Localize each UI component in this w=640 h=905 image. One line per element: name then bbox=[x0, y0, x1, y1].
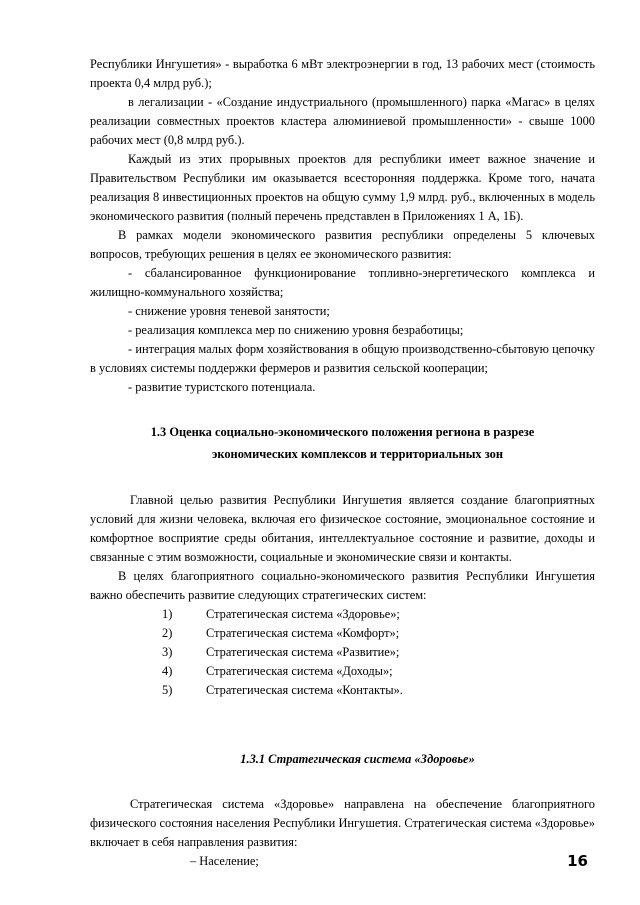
key-issue-item: - реализация комплекса мер по снижению уровня безработицы; bbox=[128, 323, 464, 337]
list-item-text: Стратегическая система «Доходы»; bbox=[206, 664, 393, 678]
health-direction-item: – Население; bbox=[190, 854, 259, 868]
document-page bbox=[90, 55, 595, 871]
list-item-text: Стратегическая система «Комфорт»; bbox=[206, 626, 400, 640]
list-item bbox=[90, 605, 595, 624]
paragraph-strategic-systems-intro: В целях благоприятного социально-экономического развития Республики Ингушетия важно обеспечить развитие следующих стратегических систем: bbox=[90, 569, 595, 602]
paragraph-project-energy: Республики Ингушетия» - выработка 6 мВт электроэнергии в год, 13 рабочих мест (стоимость проекта 0,4 млрд руб.); bbox=[90, 57, 595, 90]
paragraph-key-issues-intro: В рамках модели экономического развития республики определены 5 ключевых вопросов, требующих решения в целях ее экономического развития: bbox=[90, 228, 595, 261]
list-item-text: Стратегическая система «Контакты». bbox=[206, 683, 403, 697]
paragraph-support: Каждый из этих прорывных проектов для республики имеет важное значение и Правительством Республики им оказывается всесторонняя поддержка. Кроме того, начата реализация 8 инвестиционных проектов на общую сумму 1,9 млрд. руб., включенных в модель экономического развития (полный перечень представлен в Приложениях 1 А, 1Б). bbox=[90, 152, 595, 223]
subsection-heading: 1.3.1 Стратегическая система «Здоровье» bbox=[240, 752, 475, 766]
section-heading-line2: экономических комплексов и территориальных зон bbox=[212, 447, 503, 461]
list-item bbox=[90, 662, 595, 681]
list-item-number: 1) bbox=[162, 607, 173, 621]
list-item-number: 3) bbox=[162, 645, 173, 659]
section-heading-line1: 1.3 Оценка социально-экономического положения региона в разрезе bbox=[150, 425, 535, 439]
list-item-text: Стратегическая система «Развитие»; bbox=[206, 645, 400, 659]
list-item-number: 2) bbox=[162, 626, 173, 640]
list-item-number: 4) bbox=[162, 664, 173, 678]
list-item bbox=[90, 643, 595, 662]
paragraph-main-goal: Главной целью развития Республики Ингушетия является создание благоприятных условий для жизни человека, включая его физическое состояние, эмоциональное состояние и комфортное восприятие среды обитания, интеллектуальное состояние и развитие, доходы и связанные с этим возможности, социальные и экономические связи и контакты. bbox=[90, 493, 595, 564]
list-item bbox=[90, 624, 595, 643]
key-issue-item: - снижение уровня теневой занятости; bbox=[128, 304, 330, 318]
strategic-systems-list bbox=[90, 605, 595, 700]
section-heading bbox=[90, 421, 595, 465]
paragraph-project-magas: в легализации - «Создание индустриального (промышленного) парка «Магас» в целях реализации совместных проектов кластера алюминиевой промышленности» - свыше 1000 рабочих мест (0,8 млрд руб.). bbox=[90, 95, 595, 147]
key-issue-item: - развитие туристского потенциала. bbox=[128, 380, 316, 394]
list-item-text: Стратегическая система «Здоровье»; bbox=[206, 607, 400, 621]
list-item bbox=[90, 681, 595, 700]
paragraph-health-system: Стратегическая система «Здоровье» направлена на обеспечение благоприятного физического состояния населения Республики Ингушетия. Стратегическая система «Здоровье» включает в себя направления развития: bbox=[90, 797, 595, 849]
page-number: 16 bbox=[567, 852, 588, 870]
key-issue-item: - сбалансированное функционирование топливно-энергетического комплекса и жилищно-коммунального хозяйства; bbox=[90, 266, 595, 299]
key-issue-item: - интеграция малых форм хозяйствования в общую производственно-сбытовую цепочку в условиях системы поддержки фермеров и развития сельской кооперации; bbox=[90, 342, 595, 375]
key-issues-list bbox=[90, 264, 595, 397]
list-item-number: 5) bbox=[162, 683, 173, 697]
